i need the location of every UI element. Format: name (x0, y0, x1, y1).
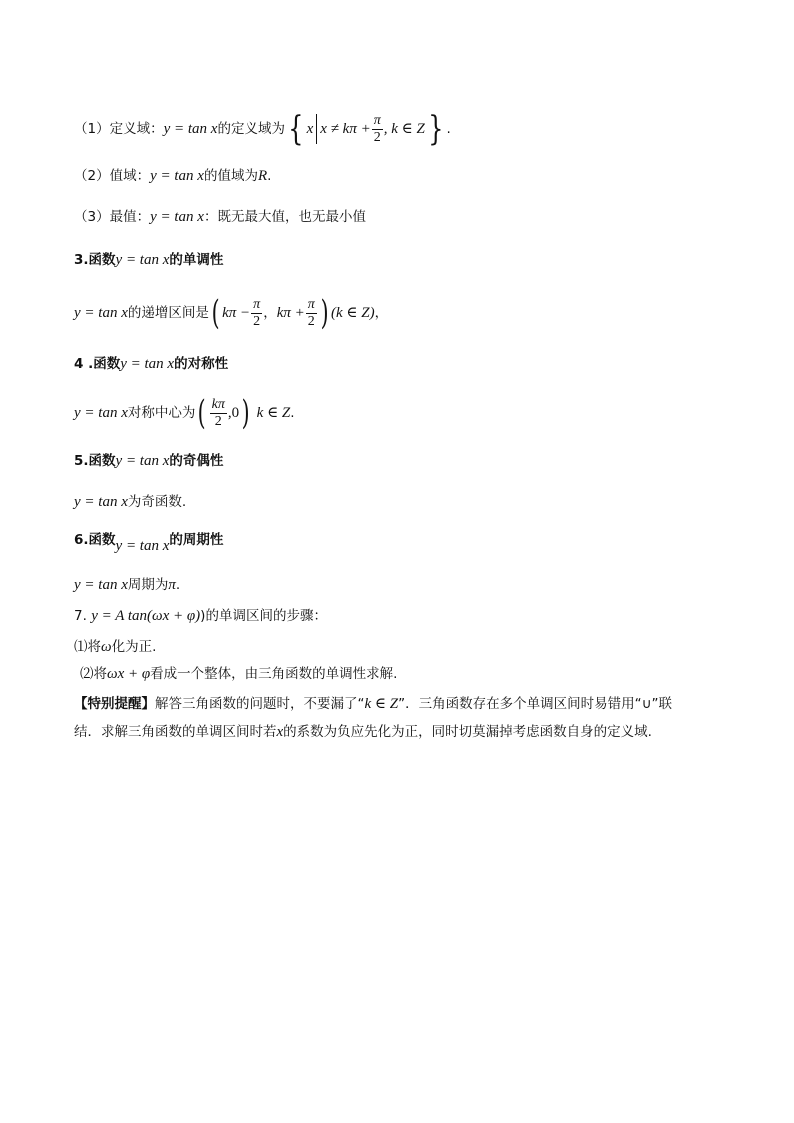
k-pi-over-2-fraction: $\frac{k\pi}{2}$ (211, 396, 225, 429)
set-bar (316, 114, 317, 144)
step7-sub1: ⑴将ω化为正. (74, 639, 157, 655)
left-paren: ( (198, 393, 206, 433)
pi-over-2-fraction: $\frac{\pi}{2}$ (373, 112, 381, 145)
odd-function-line: y = tan x为奇函数. (74, 494, 187, 510)
right-paren: ) (320, 293, 329, 333)
special-reminder-line2: 结．求解三角函数的单调区间时若x的系数为负应先化为正，同时切莫漏掉考虑函数自身的定义域. (74, 724, 652, 740)
right-brace: } (428, 109, 444, 149)
left-brace: { (288, 109, 304, 149)
heading-parity: 5.函数y = tan x的奇偶性 (74, 453, 224, 469)
reminder-tag: 【特别提醒】 (74, 696, 155, 712)
step7-sub2: ⑵将ωx + φ看成一个整体，由三角函数的单调性求解. (80, 666, 398, 682)
heading-symmetry: 4 .函数y = tan x的对称性 (74, 356, 229, 372)
right-paren: ) (241, 393, 250, 433)
heading-period: 6.函数y = tan x的周期性 (74, 532, 224, 554)
period-line: y = tan x周期为π. (74, 577, 181, 593)
pi-over-2-fraction: $\frac{\pi}{2}$ (253, 296, 261, 329)
domain-line: （1）定义域：y = tan x的定义域为{ x x ≠ kπ + $\frac{\pi}{2}$ , k ∈ Z} . (74, 109, 451, 149)
extremum-line: （3）最值：y = tan x：既无最大值，也无最小值 (74, 209, 366, 225)
func-expr: y = tan x (163, 121, 218, 137)
special-reminder-line1: 【特别提醒】解答三角函数的问题时，不要漏了“k ∈ Z”．三角函数存在多个单调区间时易错用“∪”联 (74, 696, 672, 712)
increasing-interval-line: y = tan x的递增区间是( kπ − $\frac{\pi}{2}$ ，kπ + $\frac{\pi}{2}$ ) (k ∈ Z)， (74, 293, 389, 333)
pi-over-2-fraction: $\frac{\pi}{2}$ (307, 296, 315, 329)
step7-line: 7. y = A tan(ωx + φ))的单调区间的步骤： (74, 608, 327, 624)
range-line: （2）值域：y = tan x的值域为R. (74, 168, 272, 184)
symmetry-center-line: y = tan x对称中心为( $\frac{k\pi}{2}$ ,0) k ∈ Z. (74, 393, 295, 433)
left-paren: ( (211, 293, 220, 333)
heading-monotonicity: 3.函数y = tan x的单调性 (74, 252, 224, 268)
